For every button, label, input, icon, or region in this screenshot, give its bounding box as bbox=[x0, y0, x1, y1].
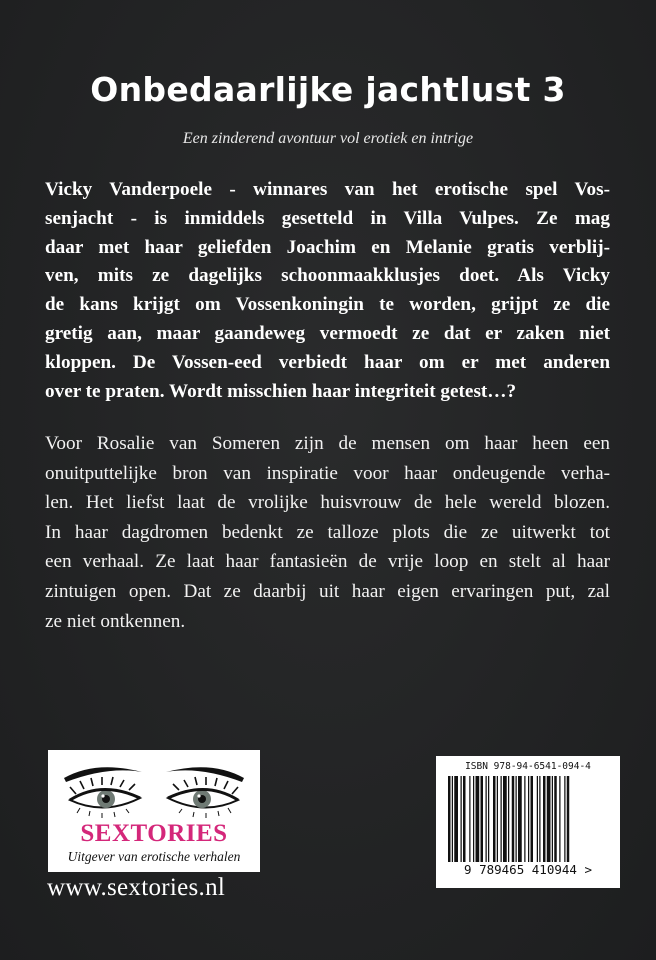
publisher-brand-name: SEXTORIES bbox=[80, 820, 228, 847]
barcode-bar bbox=[452, 776, 453, 862]
bio-line: ze niet ontkennen. bbox=[45, 610, 186, 632]
barcode-bar bbox=[567, 776, 570, 862]
barcode-bar bbox=[543, 776, 546, 862]
barcode-bar bbox=[463, 776, 466, 862]
isbn-barcode bbox=[436, 756, 620, 888]
barcode-bar bbox=[564, 776, 565, 862]
eyes-with-lashes-icon bbox=[56, 758, 252, 820]
barcode-bar bbox=[501, 776, 502, 862]
barcode-bar bbox=[488, 776, 489, 862]
blurb-line: gretig aan, maar gaandeweg vermoedt ze dat er zaken niet bbox=[45, 322, 610, 344]
blurb-line: de kans krijgt om Vossenkoningin te worden, grijpt ze die bbox=[45, 294, 610, 316]
book-title: Onbedaarlijke jachtlust 3 bbox=[90, 70, 566, 109]
book-subtitle: Een zinderend avontuur vol erotiek en intrige bbox=[182, 130, 474, 147]
barcode-bar bbox=[454, 776, 458, 862]
barcode-bar bbox=[503, 776, 507, 862]
publisher-website[interactable]: www.sextories.nl bbox=[47, 874, 226, 901]
author-bio-paragraph bbox=[45, 429, 610, 636]
barcode-bar bbox=[531, 776, 534, 862]
barcode-bars bbox=[448, 776, 608, 862]
barcode-bar bbox=[473, 776, 474, 862]
barcode-bar bbox=[552, 776, 553, 862]
isbn-label: ISBN 978-94-6541-094-4 bbox=[465, 761, 591, 772]
barcode-bar bbox=[516, 776, 517, 862]
barcode-bar bbox=[528, 776, 529, 862]
barcode-bar bbox=[448, 776, 451, 862]
barcode-bar bbox=[497, 776, 498, 862]
blurb-line: kloppen. De Vossen-eed verbiedt haar om er met anderen bbox=[45, 351, 610, 373]
barcode-bar bbox=[469, 776, 470, 862]
blurb-paragraph bbox=[45, 176, 610, 406]
blurb-line: ven, mits ze dagelijks schoonmaakklusjes doet. Als Vicky bbox=[45, 265, 610, 287]
blurb-line: daar met haar geliefden Joachim en Melanie gratis verblij- bbox=[45, 236, 610, 258]
blurb-line: over te praten. Wordt misschien haar integriteit getest…? bbox=[45, 380, 517, 402]
barcode-bar bbox=[518, 776, 522, 862]
blurb-line: senjacht - is inmiddels gesetteld in Villa Vulpes. Ze mag bbox=[45, 207, 610, 229]
barcode-bar bbox=[493, 776, 496, 862]
publisher-logo bbox=[48, 750, 260, 872]
bio-line: Voor Rosalie van Someren zijn de mensen om haar heen een bbox=[45, 433, 610, 454]
barcode-bar bbox=[512, 776, 515, 862]
barcode-bar bbox=[524, 776, 525, 862]
barcode-bar bbox=[486, 776, 487, 862]
barcode-bar bbox=[508, 776, 509, 862]
publisher-tagline: Uitgever van erotische verhalen bbox=[67, 849, 241, 864]
barcode-bar bbox=[559, 776, 560, 862]
blurb-line: Vicky Vanderpoele - winnares van het erotische spel Vos- bbox=[45, 179, 610, 200]
barcode-bar bbox=[537, 776, 538, 862]
barcode-bar bbox=[461, 776, 462, 862]
bio-line: een verhaal. Ze laat haar fantasieën de vrije loop en stelt al haar bbox=[45, 551, 610, 573]
bio-line: zintuigen open. Dat ze daarbij uit haar eigen ervaringen put, zal bbox=[45, 580, 610, 602]
barcode-bar bbox=[539, 776, 540, 862]
bio-line: len. Het liefst laat de vrolijke huisvrouw de hele wereld blozen. bbox=[45, 492, 610, 514]
bio-line: In haar dagdromen bedenkt ze talloze plots die ze uitwerkt tot bbox=[45, 521, 610, 543]
barcode-bar bbox=[476, 776, 480, 862]
barcode-digits: 9 789465 410944 > bbox=[464, 862, 592, 877]
bio-line: onuitputtelijke bron van inspiratie voor haar ondeugende verha- bbox=[45, 462, 610, 484]
barcode-bar bbox=[547, 776, 551, 862]
barcode-bar bbox=[554, 776, 557, 862]
barcode-bar bbox=[481, 776, 484, 862]
